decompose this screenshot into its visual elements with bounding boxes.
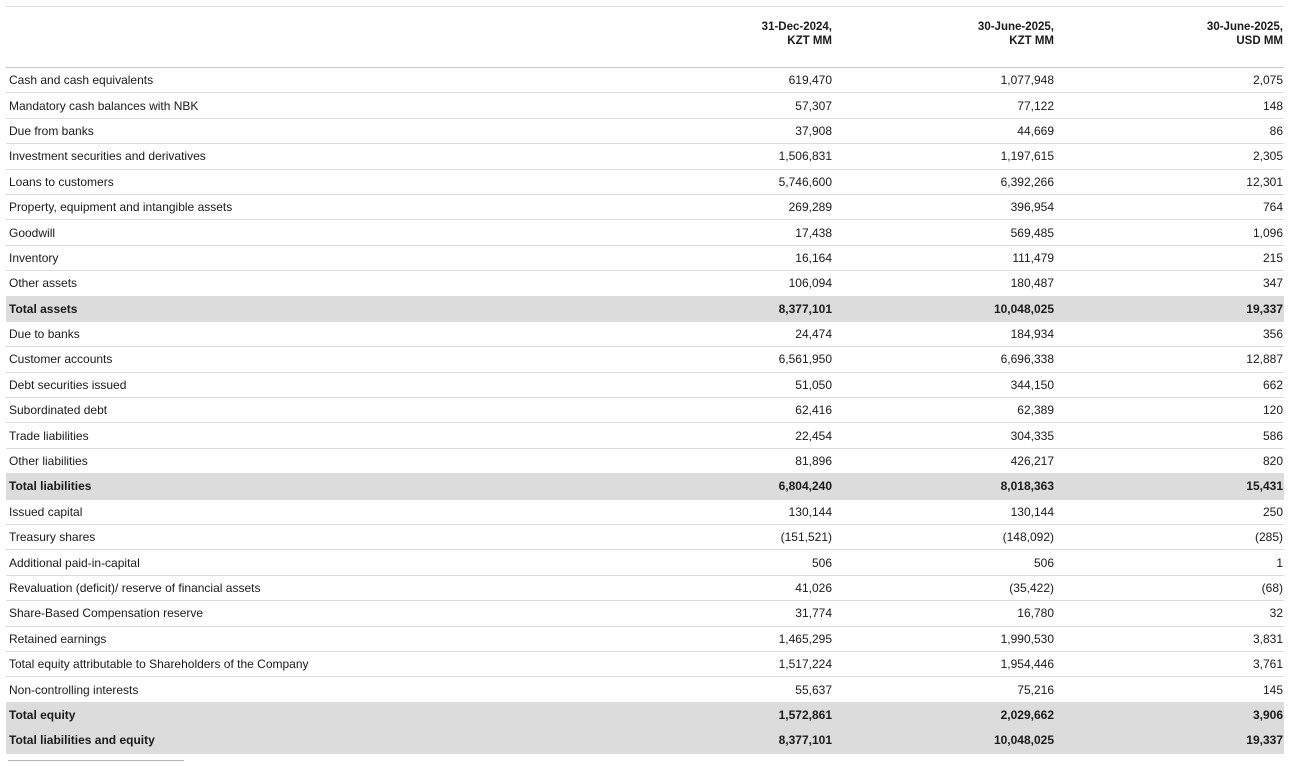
value-dec-2024-kzt: 24,474 (616, 321, 838, 346)
value-jun-2025-usd: 356 (1060, 321, 1284, 346)
value-jun-2025-kzt: 130,144 (838, 499, 1060, 524)
value-dec-2024-kzt: 8,377,101 (616, 296, 838, 321)
value-jun-2025-kzt: 506 (838, 550, 1060, 575)
value-jun-2025-usd: 3,906 (1060, 702, 1284, 727)
row-label: Revaluation (deficit)/ reserve of financial assets (6, 575, 616, 600)
value-jun-2025-kzt: 6,696,338 (838, 347, 1060, 372)
value-jun-2025-kzt: 1,990,530 (838, 626, 1060, 651)
value-jun-2025-usd: 19,337 (1060, 296, 1284, 321)
table-row (6, 220, 1284, 245)
value-jun-2025-usd: 347 (1060, 271, 1284, 296)
column-header-dec-2024-kzt: 31-Dec-2024, KZT MM (616, 7, 838, 68)
table-row (6, 525, 1284, 550)
table-row (6, 194, 1284, 219)
value-dec-2024-kzt: 51,050 (616, 372, 838, 397)
value-dec-2024-kzt: 31,774 (616, 601, 838, 626)
value-jun-2025-kzt: 426,217 (838, 448, 1060, 473)
value-jun-2025-kzt: 10,048,025 (838, 296, 1060, 321)
value-jun-2025-usd: 86 (1060, 118, 1284, 143)
column-header-jun-2025-usd: 30-June-2025, USD MM (1060, 7, 1284, 68)
value-dec-2024-kzt: 1,506,831 (616, 144, 838, 169)
value-jun-2025-usd: 215 (1060, 245, 1284, 270)
value-jun-2025-kzt: 8,018,363 (838, 474, 1060, 499)
table-row (6, 347, 1284, 372)
row-label: Additional paid-in-capital (6, 550, 616, 575)
value-dec-2024-kzt: 16,164 (616, 245, 838, 270)
total-row (6, 728, 1284, 753)
value-jun-2025-kzt: 111,479 (838, 245, 1060, 270)
value-dec-2024-kzt: 62,416 (616, 398, 838, 423)
value-jun-2025-usd: 586 (1060, 423, 1284, 448)
row-label: Share-Based Compensation reserve (6, 601, 616, 626)
value-jun-2025-kzt: 396,954 (838, 194, 1060, 219)
value-dec-2024-kzt: 8,377,101 (616, 728, 838, 753)
value-jun-2025-usd: 2,305 (1060, 144, 1284, 169)
value-jun-2025-usd: 19,337 (1060, 728, 1284, 753)
value-dec-2024-kzt: 506 (616, 550, 838, 575)
value-jun-2025-usd: 3,761 (1060, 651, 1284, 676)
value-jun-2025-usd: 32 (1060, 601, 1284, 626)
row-label: Trade liabilities (6, 423, 616, 448)
table-row (6, 550, 1284, 575)
value-jun-2025-usd: 764 (1060, 194, 1284, 219)
table-row (6, 626, 1284, 651)
value-jun-2025-kzt: 2,029,662 (838, 702, 1060, 727)
table-row (6, 651, 1284, 676)
row-label: Investment securities and derivatives (6, 144, 616, 169)
value-jun-2025-kzt: 16,780 (838, 601, 1060, 626)
row-label: Cash and cash equivalents (6, 68, 616, 93)
value-jun-2025-kzt: 10,048,025 (838, 728, 1060, 753)
value-dec-2024-kzt: 41,026 (616, 575, 838, 600)
table-row (6, 271, 1284, 296)
header-label-cell (6, 7, 616, 68)
row-label: Debt securities issued (6, 372, 616, 397)
header-row (6, 7, 1284, 68)
table-row (6, 68, 1284, 93)
value-jun-2025-usd: 120 (1060, 398, 1284, 423)
row-label: Total equity attributable to Shareholders of the Company (6, 651, 616, 676)
value-jun-2025-usd: 1,096 (1060, 220, 1284, 245)
value-jun-2025-usd: 250 (1060, 499, 1284, 524)
value-dec-2024-kzt: 130,144 (616, 499, 838, 524)
row-label: Issued capital (6, 499, 616, 524)
value-dec-2024-kzt: 5,746,600 (616, 169, 838, 194)
value-dec-2024-kzt: 22,454 (616, 423, 838, 448)
total-row (6, 474, 1284, 499)
row-label: Subordinated debt (6, 398, 616, 423)
row-label: Treasury shares (6, 525, 616, 550)
value-jun-2025-usd: 3,831 (1060, 626, 1284, 651)
table-row (6, 575, 1284, 600)
table-row (6, 245, 1284, 270)
row-label: Loans to customers (6, 169, 616, 194)
row-label: Total assets (6, 296, 616, 321)
value-jun-2025-kzt: (35,422) (838, 575, 1060, 600)
value-jun-2025-kzt: (148,092) (838, 525, 1060, 550)
value-jun-2025-usd: 15,431 (1060, 474, 1284, 499)
row-label: Total equity (6, 702, 616, 727)
value-jun-2025-kzt: 1,954,446 (838, 651, 1060, 676)
value-dec-2024-kzt: 37,908 (616, 118, 838, 143)
value-dec-2024-kzt: 106,094 (616, 271, 838, 296)
footnote-divider (8, 760, 184, 761)
value-jun-2025-kzt: 1,197,615 (838, 144, 1060, 169)
table-row (6, 169, 1284, 194)
value-jun-2025-kzt: 180,487 (838, 271, 1060, 296)
value-jun-2025-usd: 12,301 (1060, 169, 1284, 194)
value-jun-2025-usd: 2,075 (1060, 68, 1284, 93)
value-jun-2025-kzt: 344,150 (838, 372, 1060, 397)
table-row (6, 321, 1284, 346)
value-jun-2025-kzt: 1,077,948 (838, 68, 1060, 93)
table-row (6, 118, 1284, 143)
table-row (6, 601, 1284, 626)
total-row (6, 296, 1284, 321)
value-jun-2025-kzt: 6,392,266 (838, 169, 1060, 194)
row-label: Total liabilities (6, 474, 616, 499)
row-label: Total liabilities and equity (6, 728, 616, 753)
value-dec-2024-kzt: 55,637 (616, 677, 838, 702)
value-dec-2024-kzt: 17,438 (616, 220, 838, 245)
row-label: Goodwill (6, 220, 616, 245)
row-label: Retained earnings (6, 626, 616, 651)
row-label: Non-controlling interests (6, 677, 616, 702)
value-jun-2025-usd: 145 (1060, 677, 1284, 702)
value-jun-2025-kzt: 304,335 (838, 423, 1060, 448)
value-jun-2025-usd: 148 (1060, 93, 1284, 118)
value-dec-2024-kzt: 1,465,295 (616, 626, 838, 651)
row-label: Property, equipment and intangible assets (6, 194, 616, 219)
value-dec-2024-kzt: (151,521) (616, 525, 838, 550)
value-jun-2025-kzt: 44,669 (838, 118, 1060, 143)
value-jun-2025-kzt: 62,389 (838, 398, 1060, 423)
row-label: Due from banks (6, 118, 616, 143)
value-jun-2025-usd: 1 (1060, 550, 1284, 575)
value-dec-2024-kzt: 6,804,240 (616, 474, 838, 499)
value-jun-2025-kzt: 77,122 (838, 93, 1060, 118)
table-row (6, 499, 1284, 524)
value-dec-2024-kzt: 619,470 (616, 68, 838, 93)
table-row (6, 144, 1284, 169)
value-dec-2024-kzt: 1,517,224 (616, 651, 838, 676)
value-dec-2024-kzt: 81,896 (616, 448, 838, 473)
value-jun-2025-usd: (68) (1060, 575, 1284, 600)
value-dec-2024-kzt: 269,289 (616, 194, 838, 219)
value-jun-2025-usd: 662 (1060, 372, 1284, 397)
value-jun-2025-kzt: 569,485 (838, 220, 1060, 245)
balance-sheet-table (6, 6, 1284, 754)
table-row (6, 398, 1284, 423)
total-row (6, 702, 1284, 727)
row-label: Inventory (6, 245, 616, 270)
value-jun-2025-kzt: 75,216 (838, 677, 1060, 702)
row-label: Customer accounts (6, 347, 616, 372)
value-dec-2024-kzt: 57,307 (616, 93, 838, 118)
table-row (6, 677, 1284, 702)
value-jun-2025-usd: 12,887 (1060, 347, 1284, 372)
value-jun-2025-usd: 820 (1060, 448, 1284, 473)
value-jun-2025-usd: (285) (1060, 525, 1284, 550)
column-header-jun-2025-kzt: 30-June-2025, KZT MM (838, 7, 1060, 68)
row-label: Due to banks (6, 321, 616, 346)
table-row (6, 423, 1284, 448)
value-dec-2024-kzt: 1,572,861 (616, 702, 838, 727)
table-row (6, 448, 1284, 473)
table-row (6, 93, 1284, 118)
row-label: Other liabilities (6, 448, 616, 473)
value-jun-2025-kzt: 184,934 (838, 321, 1060, 346)
row-label: Mandatory cash balances with NBK (6, 93, 616, 118)
row-label: Other assets (6, 271, 616, 296)
value-dec-2024-kzt: 6,561,950 (616, 347, 838, 372)
table-row (6, 372, 1284, 397)
